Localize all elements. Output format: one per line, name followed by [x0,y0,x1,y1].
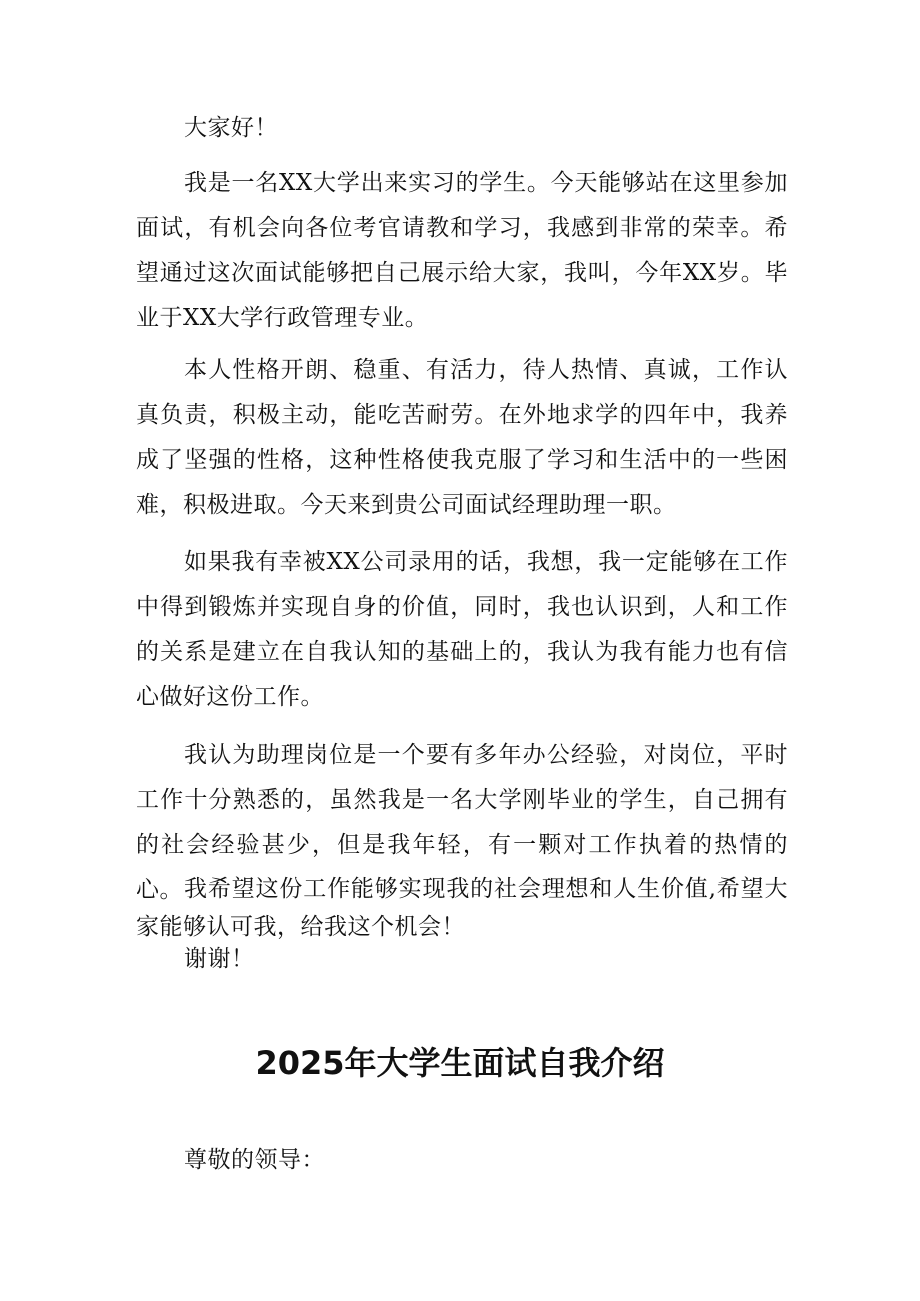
closing-line: 谢谢！ [184,946,255,972]
paragraph-hope: 我希望这份工作能够实现我的社会理想和人生价值,希望大家能够认可我，给我这个机会！ [136,876,788,940]
greeting-line: 大家好！ [184,115,278,141]
paragraph-assistant-role: 我认为助理岗位是一个要有多年办公经验，对岗位，平时工作十分熟悉的，虽然我是一名大学刚毕业的学生，自己拥有的社会经验甚少，但是我年轻，有一颗对工作执着的热情的心。 [136,742,788,903]
paragraph-introduction: 我是一名XX大学出来实习的学生。今天能够站在这里参加面试，有机会向各位考官请教和学习，我感到非常的荣幸。希望通过这次面试能够把自己展示给大家，我叫，今年XX岁。毕业于XX大学行政管理专业。 [136,170,788,331]
salutation-line: 尊敬的领导： [184,1147,325,1173]
section-title: 2025年大学生面试自我介绍 [255,1044,665,1082]
paragraph-expectation: 如果我有幸被XX公司录用的话，我想，我一定能够在工作中得到锻炼并实现自身的价值，同时，我也认识到，人和工作的关系是建立在自我认知的基础上的，我认为我有能力也有信心做好这份工作。 [136,549,788,710]
paragraph-personality: 本人性格开朗、稳重、有活力，待人热情、真诚，工作认真负责，积极主动，能吃苦耐劳。在外地求学的四年中，我养成了坚强的性格，这种性格使我克服了学习和生活中的一些困难，积极进取。今天来到贵公司面试经理助理一职。 [136,357,788,518]
